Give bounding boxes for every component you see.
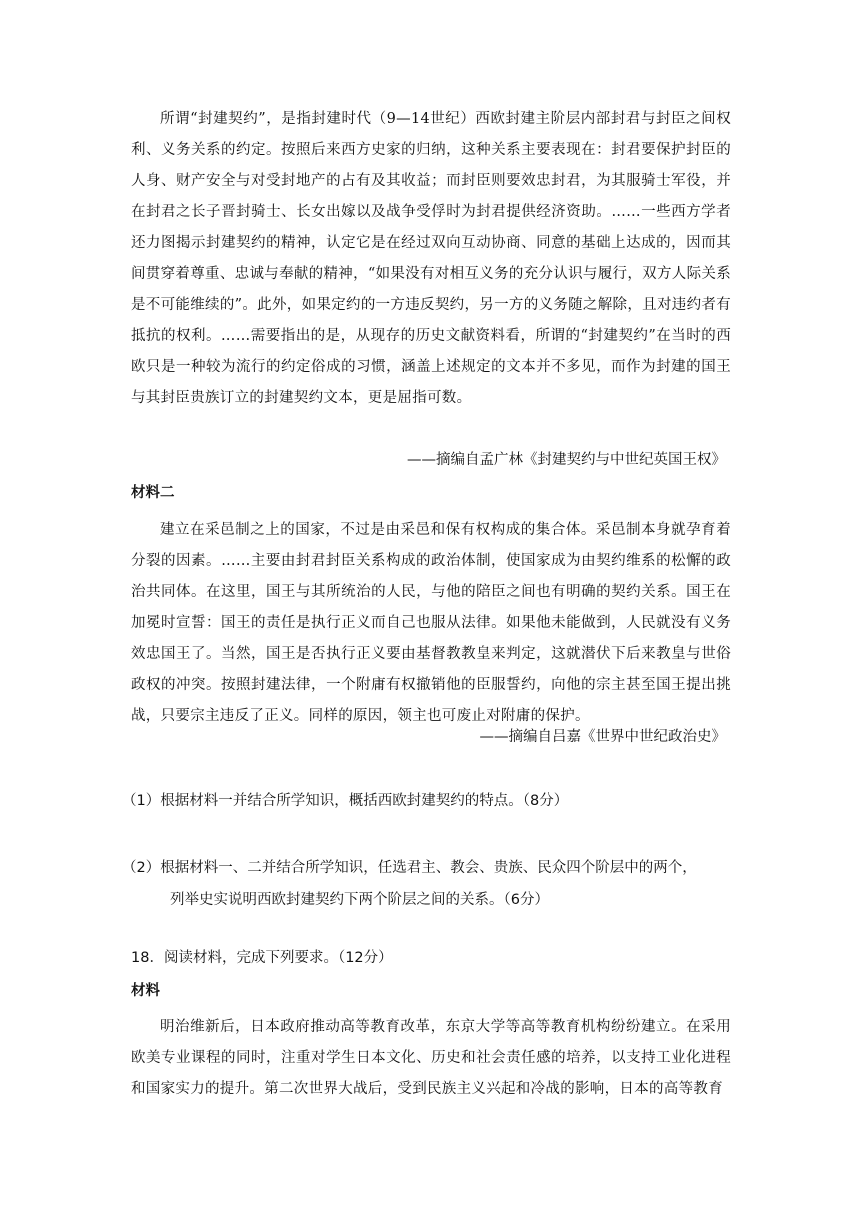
- question-1: （1）根据材料一并结合所学知识，概括西欧封建契约的特点。（8分）: [122, 793, 569, 809]
- material2-heading: 材料二: [131, 485, 175, 501]
- question-2-line2: 列举史实说明西欧封建契约下两个阶层之间的关系。（6分）: [170, 892, 549, 908]
- question-2-line1: （2）根据材料一、二并结合所学知识，任选君主、教会、贵族、民众四个阶层中的两个，: [122, 860, 697, 876]
- question-18-material-body: 明治维新后，日本政府推动高等教育改革，东京大学等高等教育机构纷纷建立。在采用欧美专业课程的同时，注重对学生日本文化、历史和社会责任感的培养，以支持工业化进程和国家实力的提升。第二次世界大战后，受到民族主义兴起和冷战的影响，日本的高等教育: [131, 1019, 731, 1097]
- material2-body: 建立在采邑制之上的国家，不过是由采邑和保有权构成的集合体。采邑制本身就孕育着分裂的因素。……主要由封君封臣关系构成的政治体制，使国家成为由契约维系的松懈的政治共同体。在这里，国王与其所统治的人民，与他的陪臣之间也有明确的契约关系。国王在加冕时宣誓：国王的责任是执行正义而自己也服从法律。如果他未能做到，人民就没有义务效忠国王了。当然，国王是否执行正义要由基督教教皇来判定，这就潜伏下后来教皇与世俗政权的冲突。按照封建法律，一个附庸有权撤销他的臣服誓约，向他的宗主甚至国王提出挑战，只要宗主违反了正义。同样的原因，领主也可废止对附庸的保护。: [131, 522, 731, 724]
- material1-source: ——摘编自孟广林《封建契约与中世纪英国王权》: [407, 452, 726, 468]
- question-18-title: 18．阅读材料，完成下列要求。（12分）: [131, 950, 393, 966]
- material2-source: ——摘编自吕嘉《世界中世纪政治史》: [479, 729, 726, 745]
- question-18-material-heading: 材料: [131, 983, 160, 999]
- material1-body: 所谓“封建契约”，是指封建时代（9—14世纪）西欧封建主阶层内部封君与封臣之间权利、义务关系的约定。按照后来西方史家的归纳，这种关系主要表现在：封君要保护封臣的人身、财产安全与对受封地产的占有及其收益；而封臣则要效忠封君，为其服骑士军役，并在封君之长子晋封骑士、长女出嫁以及战争受俘时为封君提供经济资助。……一些西方学者还力图揭示封建契约的精神，认定它是在经过双向互动协商、同意的基础上达成的，因而其间贯穿着尊重、忠诚与奉献的精神，“如果没有对相互义务的充分认识与履行，双方人际关系是不可能维续的”。此外，如果定约的一方违反契约，另一方的义务随之解除，且对违约者有抵抗的权利。……需要指出的是，从现存的历史文献资料看，所谓的“封建契约”在当时的西欧只是一种较为流行的约定俗成的习惯，涵盖上述规定的文本并不多见，而作为封建的国王与其封臣贵族订立的封建契约文本，更是屈指可数。: [131, 111, 731, 406]
